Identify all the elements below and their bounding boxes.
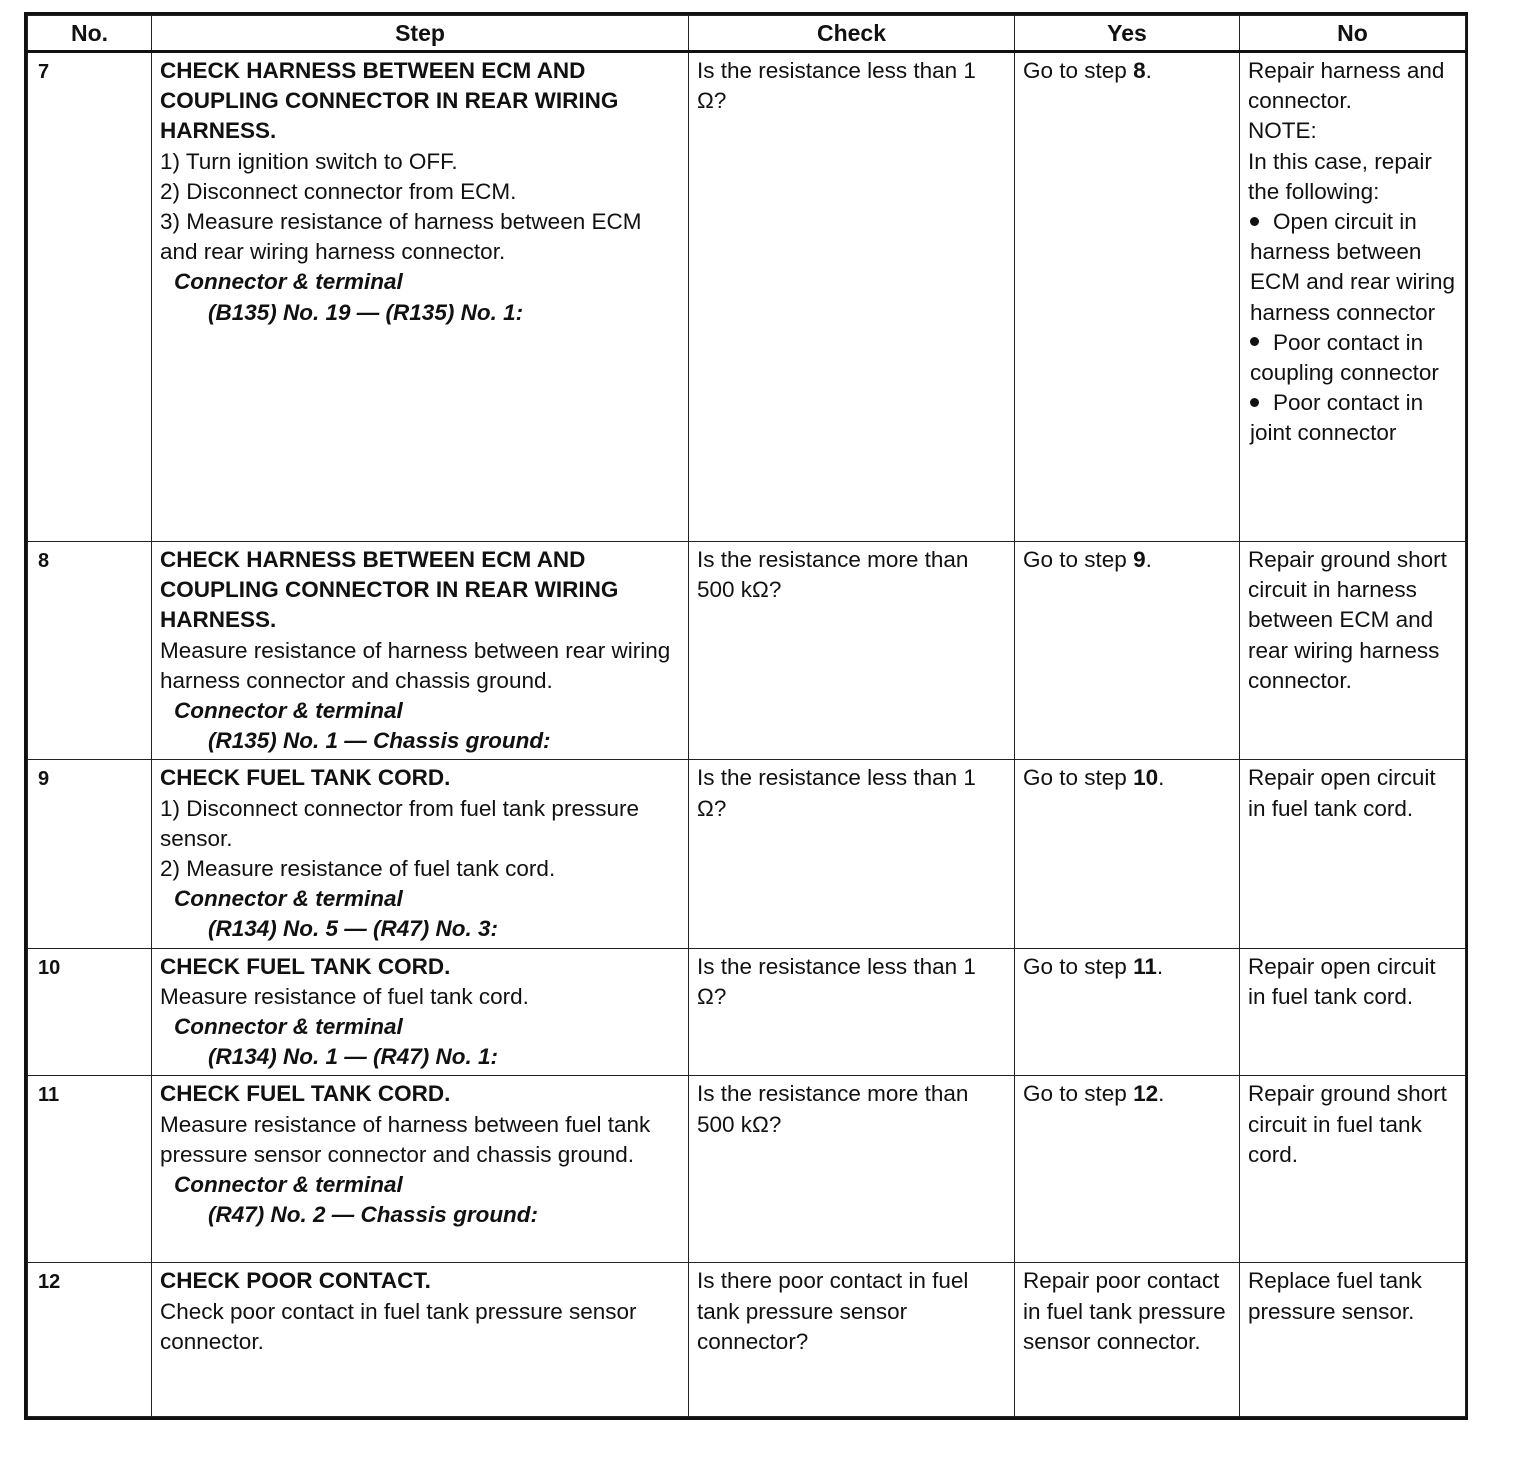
- step-number: 8: [28, 542, 152, 760]
- yes-text: Go to step: [1023, 547, 1134, 572]
- check-cell: Is the resistance less than 1 Ω?: [689, 760, 1015, 948]
- connector-label: Connector & terminal: [174, 886, 403, 912]
- header-no-column: No: [1240, 16, 1466, 52]
- step-number: 10: [28, 948, 152, 1076]
- step-instruction: 1) Turn ignition switch to OFF.: [160, 148, 458, 174]
- step-instruction: Measure resistance of harness between rear wiring harness connector and chassis ground.: [160, 637, 671, 693]
- table-row: [28, 760, 1466, 948]
- step-title: CHECK FUEL TANK CORD.: [160, 953, 451, 979]
- no-bullet-text: Poor contact in coupling connector: [1250, 329, 1439, 386]
- table-row: [28, 1263, 1466, 1417]
- no-cell: [1240, 542, 1466, 760]
- yes-step-number: 10: [1133, 765, 1159, 791]
- yes-text: Go to step: [1023, 58, 1134, 83]
- yes-step-number: 12: [1133, 1081, 1159, 1107]
- step-title: CHECK POOR CONTACT.: [160, 1268, 431, 1294]
- yes-suffix: .: [1145, 58, 1152, 83]
- no-bullet-text: Poor contact in joint connector: [1250, 390, 1424, 446]
- step-cell: [152, 1076, 689, 1263]
- no-cell: [1240, 760, 1466, 948]
- no-cell: [1240, 948, 1466, 1076]
- step-instruction: Measure resistance of harness between fuel tank pressure sensor connector and chassis ground.: [160, 1111, 651, 1167]
- table-row: [28, 542, 1466, 760]
- check-cell: Is the resistance more than 500 kΩ?: [689, 542, 1015, 760]
- no-text: Repair ground short circuit in harness between ECM and rear wiring harness connector.: [1248, 547, 1447, 693]
- no-text: Repair open circuit in fuel tank cord.: [1248, 765, 1436, 821]
- no-text: NOTE:: [1248, 118, 1317, 144]
- no-cell: [1240, 1076, 1466, 1263]
- no-bullet-text: Open circuit in harness between ECM and rear wiring harness connector: [1250, 209, 1456, 325]
- yes-suffix: .: [1156, 953, 1164, 979]
- connector-terminal: (R47) No. 2 — Chassis ground:: [208, 1202, 539, 1228]
- connector-label: Connector & terminal: [174, 698, 403, 724]
- step-cell: [152, 1263, 689, 1417]
- yes-cell: [1015, 52, 1240, 542]
- yes-cell: [1015, 542, 1240, 760]
- no-cell: [1240, 1263, 1466, 1417]
- no-text: Repair open circuit in fuel tank cord.: [1248, 953, 1436, 1009]
- check-cell: Is the resistance more than 500 kΩ?: [689, 1076, 1015, 1263]
- step-number: 12: [28, 1263, 152, 1417]
- diagnostic-table-frame: [24, 12, 1468, 1420]
- connector-label: Connector & terminal: [174, 269, 403, 295]
- step-instruction: 3) Measure resistance of harness between ECM and rear wiring harness connector.: [160, 209, 642, 265]
- step-number: 9: [28, 760, 152, 948]
- header-step: Step: [152, 16, 689, 52]
- step-instruction: 2) Disconnect connector from ECM.: [160, 178, 517, 204]
- step-cell: [152, 948, 689, 1076]
- yes-step-number: 11: [1133, 953, 1157, 979]
- check-cell: Is the resistance less than 1 Ω?: [689, 948, 1015, 1076]
- diagnostic-table: [27, 15, 1466, 1417]
- step-title: CHECK FUEL TANK CORD.: [160, 765, 451, 791]
- bullet-dot-icon: [1250, 398, 1259, 407]
- no-text: Repair harness and connector.: [1248, 58, 1445, 114]
- bullet-dot-icon: [1250, 337, 1259, 346]
- step-cell: [152, 542, 689, 760]
- no-bullet-item: [1248, 328, 1459, 388]
- step-instruction: Measure resistance of fuel tank cord.: [160, 983, 529, 1009]
- table-body: [28, 52, 1466, 1417]
- yes-suffix: .: [1158, 765, 1165, 791]
- step-cell: [152, 760, 689, 948]
- no-cell: [1240, 52, 1466, 542]
- yes-suffix: .: [1145, 547, 1152, 572]
- yes-text: Go to step: [1023, 1081, 1134, 1107]
- yes-text: Repair poor contact in fuel tank pressure sensor connector.: [1023, 1268, 1226, 1354]
- yes-cell: [1015, 760, 1240, 948]
- header-row: [28, 16, 1466, 52]
- check-cell: Is there poor contact in fuel tank pressure sensor connector?: [689, 1263, 1015, 1417]
- connector-terminal: (R134) No. 5 — (R47) No. 3:: [208, 916, 499, 942]
- step-number: 7: [28, 52, 152, 542]
- yes-cell: [1015, 1263, 1240, 1417]
- yes-step-number: 8: [1133, 58, 1146, 83]
- table-row: [28, 52, 1466, 542]
- yes-step-number: 9: [1133, 547, 1146, 572]
- check-cell: Is the resistance less than 1 Ω?: [689, 52, 1015, 542]
- step-title: CHECK FUEL TANK CORD.: [160, 1081, 451, 1107]
- no-text: In this case, repair the following:: [1248, 148, 1432, 204]
- step-title: CHECK HARNESS BETWEEN ECM AND COUPLING CONNECTOR IN REAR WIRING HARNESS.: [160, 547, 619, 633]
- no-bullet-item: [1248, 207, 1459, 328]
- step-instruction: 2) Measure resistance of fuel tank cord.: [160, 856, 556, 882]
- connector-label: Connector & terminal: [174, 1172, 403, 1198]
- table-row: [28, 948, 1466, 1076]
- step-title: CHECK HARNESS BETWEEN ECM AND COUPLING CONNECTOR IN REAR WIRING HARNESS.: [160, 58, 619, 144]
- step-cell: [152, 52, 689, 542]
- header-check: Check: [689, 16, 1015, 52]
- step-instruction: Check poor contact in fuel tank pressure sensor connector.: [160, 1298, 637, 1354]
- header-yes: Yes: [1015, 16, 1240, 52]
- yes-text: Go to step: [1023, 953, 1134, 979]
- connector-terminal: (R135) No. 1 — Chassis ground:: [208, 728, 551, 754]
- yes-text: Go to step: [1023, 765, 1134, 791]
- no-text: Replace fuel tank pressure sensor.: [1248, 1268, 1422, 1324]
- table-row: [28, 1076, 1466, 1263]
- step-instruction: 1) Disconnect connector from fuel tank pressure sensor.: [160, 795, 639, 851]
- bullet-dot-icon: [1250, 217, 1259, 226]
- step-number: 11: [28, 1076, 152, 1263]
- connector-terminal: (R134) No. 1 — (R47) No. 1:: [208, 1044, 499, 1070]
- yes-cell: [1015, 948, 1240, 1076]
- connector-label: Connector & terminal: [174, 1014, 403, 1040]
- header-no: No.: [28, 16, 152, 52]
- no-text: Repair ground short circuit in fuel tank cord.: [1248, 1081, 1447, 1167]
- connector-terminal: (B135) No. 19 — (R135) No. 1:: [208, 299, 524, 325]
- no-bullet-item: [1248, 388, 1459, 448]
- yes-cell: [1015, 1076, 1240, 1263]
- yes-suffix: .: [1158, 1081, 1165, 1107]
